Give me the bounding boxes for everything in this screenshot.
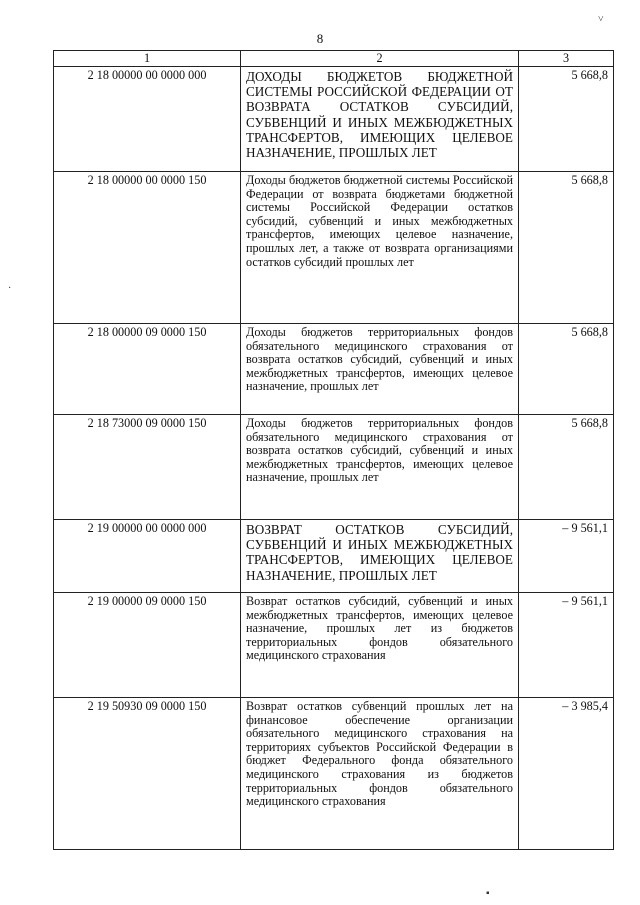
table-row [54,324,614,415]
table-row [54,67,614,172]
table-row [54,415,614,520]
table-row [54,698,614,850]
column-header-1: 1 [54,51,241,67]
budget-amount: – 9 561,1 [519,593,614,698]
budget-description: Доходы бюджетов территориальных фондов обязательного медицинского страхования от возврата остатков субсидий, субвенций и иных межбюджетных трансфертов, имеющих целевое назначение, прошлых лет [241,415,519,520]
budget-amount: 5 668,8 [519,415,614,520]
scan-speck: · [8,283,12,294]
budget-amount: 5 668,8 [519,172,614,324]
budget-code: 2 18 73000 09 0000 150 [54,415,241,520]
column-header-2: 2 [241,51,519,67]
table-header-row [54,51,614,67]
scan-speck: ▪ [486,888,490,899]
budget-description: ДОХОДЫ БЮДЖЕТОВ БЮДЖЕТНОЙ СИСТЕМЫ РОССИЙСКОЙ ФЕДЕРАЦИИ ОТ ВОЗВРАТА ОСТАТКОВ СУБСИДИЙ, СУБВЕНЦИЙ И ИНЫХ МЕЖБЮДЖЕТНЫХ ТРАНСФЕРТОВ, ИМЕЮЩИХ ЦЕЛЕВОЕ НАЗНАЧЕНИЕ, ПРОШЛЫХ ЛЕТ [241,67,519,172]
budget-code: 2 18 00000 00 0000 150 [54,172,241,324]
budget-description: Доходы бюджетов территориальных фондов обязательного медицинского страхования от возврата остатков субсидий, субвенций и иных межбюджетных трансфертов, имеющих целевое назначение, прошлых лет [241,324,519,415]
table-row [54,520,614,593]
scan-speck: ˅ [598,14,604,25]
table-row [54,172,614,324]
page-number: 8 [316,31,324,46]
budget-description: Возврат остатков субсидий, субвенций и иных межбюджетных трансфертов, имеющих целевое назначение, прошлых лет из бюджетов территориальных фондов обязательного медицинского страхования [241,593,519,698]
budget-table [53,50,614,850]
budget-code: 2 19 00000 00 0000 000 [54,520,241,593]
column-header-3: 3 [519,51,614,67]
budget-description: ВОЗВРАТ ОСТАТКОВ СУБСИДИЙ, СУБВЕНЦИЙ И ИНЫХ МЕЖБЮДЖЕТНЫХ ТРАНСФЕРТОВ, ИМЕЮЩИХ ЦЕЛЕВОЕ НАЗНАЧЕНИЕ, ПРОШЛЫХ ЛЕТ [241,520,519,593]
table-row [54,593,614,698]
budget-code: 2 18 00000 00 0000 000 [54,67,241,172]
budget-amount: 5 668,8 [519,67,614,172]
budget-code: 2 19 50930 09 0000 150 [54,698,241,850]
budget-code: 2 19 00000 09 0000 150 [54,593,241,698]
budget-amount: – 9 561,1 [519,520,614,593]
budget-code: 2 18 00000 09 0000 150 [54,324,241,415]
budget-description: Возврат остатков субвенций прошлых лет на финансовое обеспечение организации обязательного медицинского страхования на территориях субъектов Российской Федерации в бюджет Федерального фонда обязательного медицинского страхования из бюджетов территориальных фондов обязательного медицинского страхования [241,698,519,850]
budget-description: Доходы бюджетов бюджетной системы Российской Федерации от возврата бюджетами бюджетной системы Российской Федерации остатков субсидий, субвенций и иных межбюджетных трансфертов, имеющих целевое назначение, прошлых лет, а также от возврата организациями остатков субсидий прошлых лет [241,172,519,324]
budget-amount: – 3 985,4 [519,698,614,850]
budget-amount: 5 668,8 [519,324,614,415]
